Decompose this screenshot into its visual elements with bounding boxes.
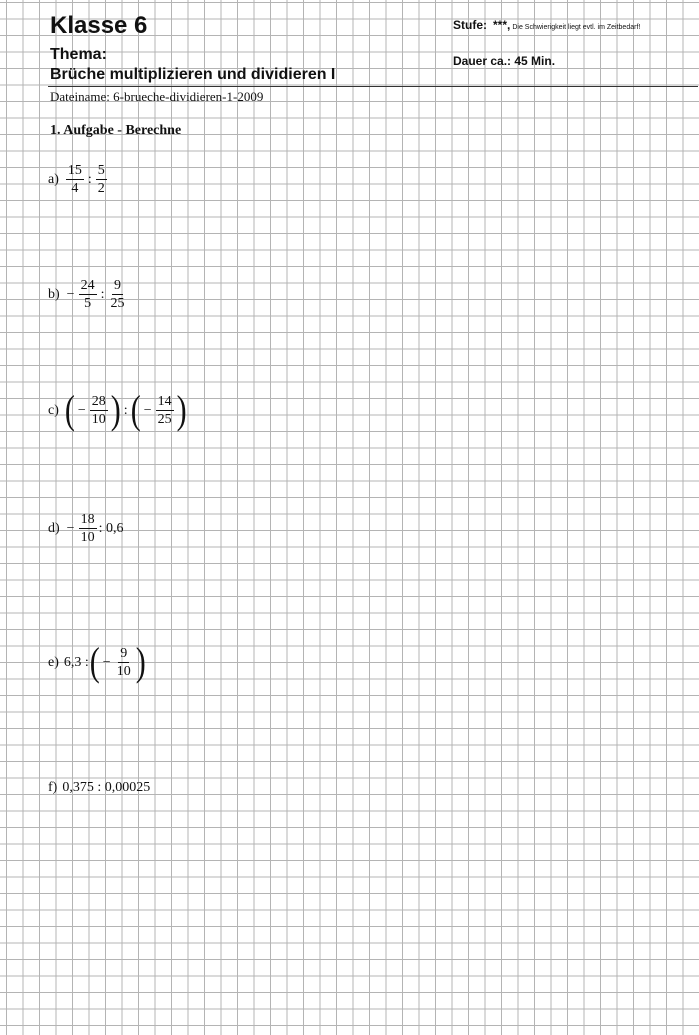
fraction [66,162,84,197]
denominator: 4 [71,181,79,196]
stufe-note: Die Schwierigkeit liegt evtl. im Zeitbedarf! [512,24,641,31]
thema-text: Brüche multiplizieren und dividieren I [50,66,336,83]
fraction [90,393,108,428]
dauer: Dauer ca.: 45 Min. [453,54,556,68]
minus-sign: − [143,402,152,418]
minus-sign: − [77,402,86,418]
operator: : [87,171,92,187]
numerator: 9 [113,278,121,293]
task-b [48,277,128,312]
fraction [108,277,126,312]
denominator: 10 [91,412,106,427]
left-paren: ( [89,639,100,685]
numerator: 28 [91,394,106,409]
fraction [79,277,97,312]
stufe-info [453,18,640,32]
left-paren: ( [64,387,75,433]
denominator: 5 [84,296,92,311]
task-f [48,780,150,796]
thema-label: Thema: [50,46,107,63]
task-label: c) [48,402,59,418]
operator: : [100,286,105,302]
minus-sign: − [66,520,75,536]
filename: Dateiname: 6-brueche-dividieren-1-2009 [50,89,264,104]
operator: : [123,402,128,418]
expression-rest: : 0,6 [98,520,124,536]
minus-sign: − [102,654,111,670]
left-paren: ( [130,387,141,433]
numerator: 5 [97,163,105,178]
task-label: f) [48,780,58,795]
denominator: 10 [80,530,95,545]
numerator: 15 [67,163,82,178]
numerator: 14 [157,394,172,409]
fraction [156,393,174,428]
numerator: 18 [80,512,95,527]
task-label: e) [48,654,59,670]
header-rule [48,86,698,87]
task-e [48,639,147,685]
stufe-label: Stufe: [453,18,487,32]
task-label: b) [48,286,60,302]
page-title: Klasse 6 [50,12,148,39]
right-paren: ) [135,639,146,685]
task-label: d) [48,520,60,536]
numerator: 24 [80,278,95,293]
task-label: a) [48,171,59,187]
numerator: 9 [120,646,128,661]
denominator: 2 [97,181,105,196]
expression: 0,375 : 0,00025 [62,780,151,795]
right-paren: ) [176,387,187,433]
stufe-stars: ***, [493,18,511,32]
fraction [96,162,107,197]
section-heading: 1. Aufgabe - Berechne [50,123,182,138]
minus-sign: − [66,286,75,302]
denominator: 10 [116,664,131,679]
fraction [115,645,133,680]
expression-prefix: 6,3 : [63,654,89,670]
fraction [79,511,97,546]
task-a [48,162,109,197]
task-c [48,387,188,433]
denominator: 25 [157,412,172,427]
denominator: 25 [110,296,125,311]
task-d [48,511,123,546]
right-paren: ) [110,387,121,433]
